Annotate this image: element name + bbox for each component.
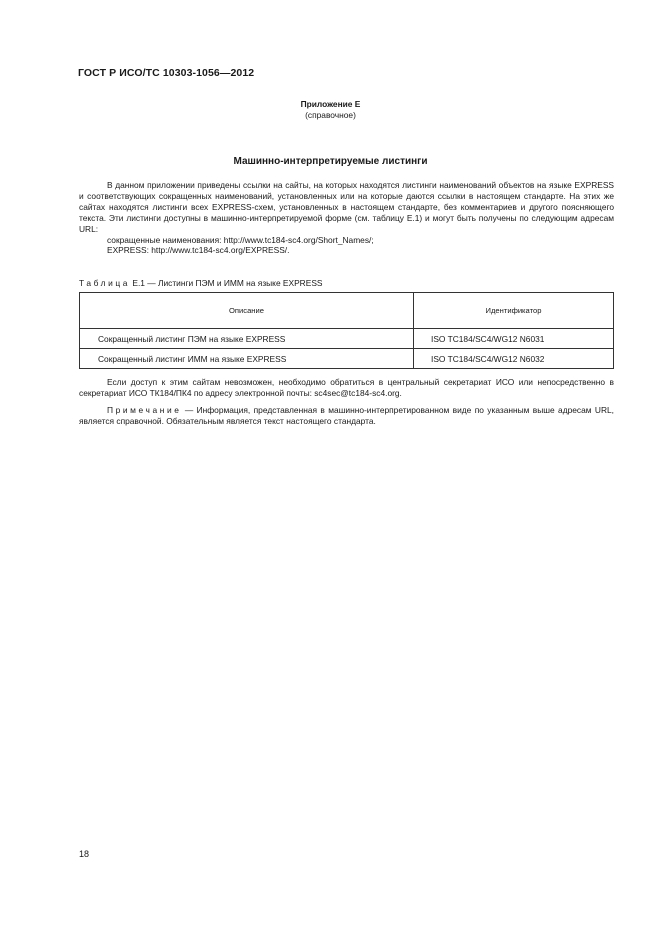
header-description: Описание	[80, 293, 414, 329]
table-caption-text: Е.1 — Листинги ПЭМ и ИММ на языке EXPRESS	[132, 278, 323, 288]
annex-heading	[0, 99, 661, 121]
annex-status: (справочное)	[305, 110, 356, 120]
table-header-row	[80, 293, 614, 329]
cell-description: Сокращенный листинг ИММ на языке EXPRESS	[80, 349, 414, 369]
intro-paragraph: В данном приложении приведены ссылки на сайты, на которых находятся листинги наименований объектов на языке EXPRESS и соответствующих сокращенных наименований, установленных или на которые даются ссылки в настоящем стандарте. На этих же сайтах находятся листинги всех EXPRESS-схем, установленных в настоящем стандарте, без комментариев и другого поясняющего текста. Эти листинги доступны в машинно-интерпретируемой форме (см. таблицу Е.1) и могут быть получены по следующим адресам URL:	[79, 180, 614, 234]
table-row	[80, 349, 614, 369]
section-title: Машинно-интерпретируемые листинги	[233, 156, 428, 167]
table-row	[80, 329, 614, 349]
table-caption-label: Таблица	[79, 278, 131, 288]
note-text: — Информация, представленная в машинно-интерпретированном виде по указанным выше адресам URL, является справочной. Обязательным является текст настоящего стандарта.	[79, 405, 614, 426]
cell-identifier: ISO TC184/SC4/WG12 N6031	[414, 329, 614, 349]
intro-text	[79, 180, 614, 256]
listings-table	[79, 292, 614, 369]
cell-identifier: ISO TC184/SC4/WG12 N6032	[414, 349, 614, 369]
page-number: 18	[79, 849, 90, 859]
closing-text	[79, 377, 614, 433]
note-paragraph	[79, 405, 614, 427]
cell-description: Сокращенный листинг ПЭМ на языке EXPRESS	[80, 329, 414, 349]
annex-title: Приложение Е	[300, 99, 361, 109]
note-label: Примечание	[107, 405, 182, 415]
url-short-names: сокращенные наименования: http://www.tc184-sc4.org/Short_Names/;	[107, 234, 374, 245]
access-paragraph: Если доступ к этим сайтам невозможен, необходимо обратиться в центральный секретариат ИСО или непосредственно в секретариат ИСО ТК184/ПК4 по адресу электронной почты: sc4sec@tc184-sc4.org.	[79, 377, 614, 398]
standard-designation: ГОСТ Р ИСО/ТС 10303-1056—2012	[78, 67, 255, 79]
header-identifier: Идентификатор	[414, 293, 614, 329]
url-express: EXPRESS: http://www.tc184-sc4.org/EXPRESS/.	[107, 245, 290, 256]
table-caption	[79, 278, 323, 288]
